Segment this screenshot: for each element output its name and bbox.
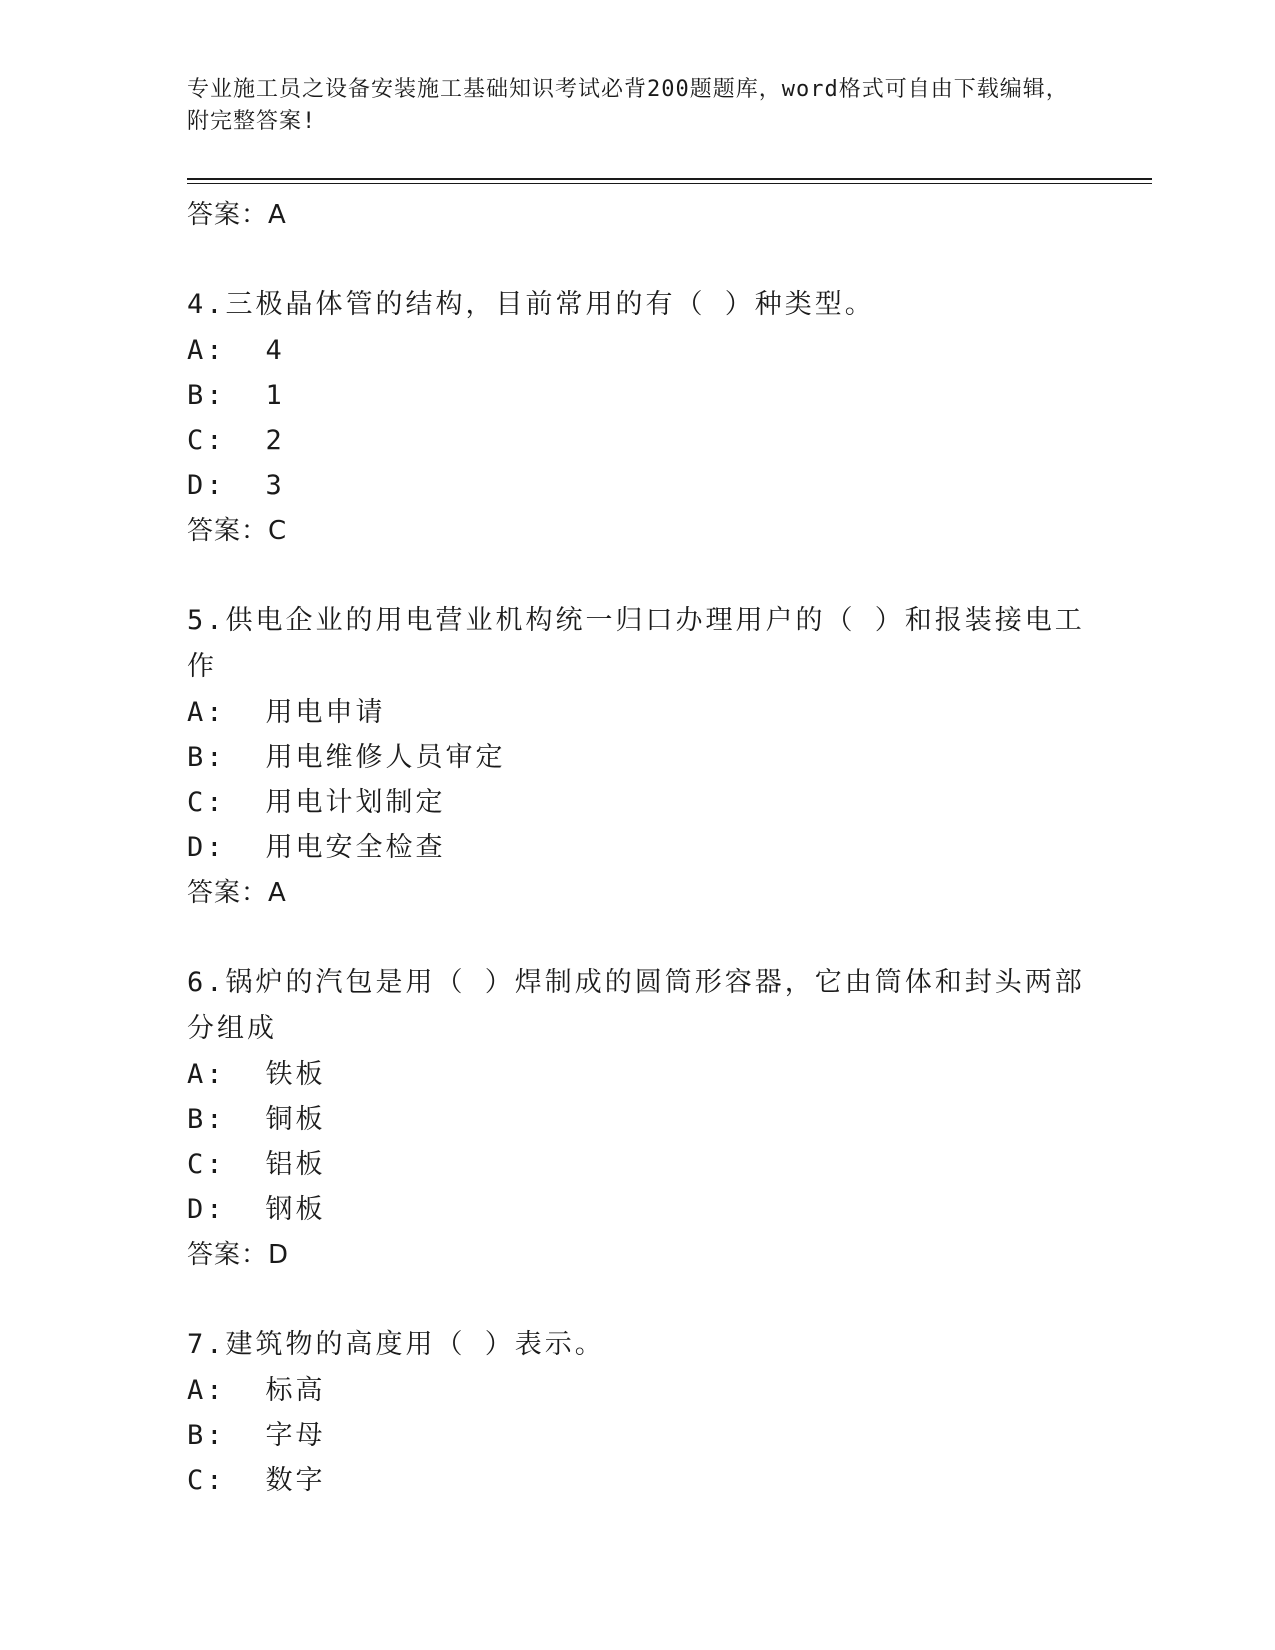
question-text — [187, 960, 1087, 1052]
document-body — [187, 192, 1087, 1503]
option-a — [187, 690, 1087, 735]
question-number: 7. — [187, 1329, 226, 1360]
question-block — [187, 282, 1087, 554]
option-letter: C: — [187, 1149, 226, 1180]
question-number: 5. — [187, 605, 226, 636]
option-text: 用电申请 — [265, 697, 386, 728]
option-text: 数字 — [265, 1465, 326, 1496]
question-text — [187, 1322, 1087, 1368]
option-letter: D: — [187, 832, 226, 863]
answer-prefix: 答案： — [187, 878, 269, 908]
question-number: 4. — [187, 289, 226, 320]
option-letter: B: — [187, 742, 226, 773]
option-text: 用电安全检查 — [265, 832, 446, 863]
option-b — [187, 1413, 1087, 1458]
option-text: 铜板 — [265, 1104, 326, 1135]
option-text: 铁板 — [265, 1059, 326, 1090]
question-stem: 供电企业的用电营业机构统一归口办理用户的（ ）和报装接电工作 — [187, 605, 1085, 682]
option-letter: A: — [187, 1059, 226, 1090]
option-c — [187, 1142, 1087, 1187]
option-letter: B: — [187, 380, 226, 411]
question-stem: 三极晶体管的结构，目前常用的有（ ）种类型。 — [225, 289, 875, 320]
question-block — [187, 1322, 1087, 1503]
question-number: 6. — [187, 967, 226, 998]
option-letter: A: — [187, 335, 226, 366]
option-d — [187, 463, 1087, 508]
answer-value: A — [268, 200, 287, 230]
option-letter: A: — [187, 1375, 226, 1406]
answer-prefix: 答案： — [187, 200, 269, 230]
option-text: 1 — [265, 380, 285, 411]
question-stem: 建筑物的高度用（ ）表示。 — [225, 1329, 605, 1360]
option-letter: C: — [187, 425, 226, 456]
option-letter: B: — [187, 1420, 226, 1451]
option-text: 用电维修人员审定 — [265, 742, 506, 773]
option-text: 字母 — [265, 1420, 326, 1451]
option-b — [187, 1097, 1087, 1142]
answer-line — [187, 508, 1087, 554]
question-block — [187, 960, 1087, 1278]
option-letter: D: — [187, 1194, 226, 1225]
option-letter: B: — [187, 1104, 226, 1135]
option-letter: C: — [187, 1465, 226, 1496]
header-rule — [187, 178, 1152, 180]
answer-value: D — [268, 1240, 290, 1270]
question-text — [187, 598, 1087, 690]
header-rule-thin — [187, 183, 1152, 184]
answer-prefix: 答案： — [187, 1240, 269, 1270]
option-b — [187, 373, 1087, 418]
option-b — [187, 735, 1087, 780]
option-a — [187, 1368, 1087, 1413]
option-c — [187, 418, 1087, 463]
option-d — [187, 1187, 1087, 1232]
answer-value: C — [268, 516, 288, 546]
option-c — [187, 1458, 1087, 1503]
option-letter: A: — [187, 697, 226, 728]
option-a — [187, 328, 1087, 373]
answer-line — [187, 1232, 1087, 1278]
option-text: 2 — [265, 425, 285, 456]
answer-value: A — [268, 878, 287, 908]
question-block — [187, 598, 1087, 916]
answer-line — [187, 870, 1087, 916]
option-text: 4 — [265, 335, 285, 366]
option-letter: C: — [187, 787, 226, 818]
option-text: 3 — [265, 470, 285, 501]
option-text: 标高 — [265, 1375, 326, 1406]
option-c — [187, 780, 1087, 825]
option-text: 用电计划制定 — [265, 787, 446, 818]
page-header: 专业施工员之设备安装施工基础知识考试必背200题题库，word格式可自由下载编辑，附完整答案! — [187, 77, 1069, 134]
answer-prefix: 答案： — [187, 516, 269, 546]
option-text: 铝板 — [265, 1149, 326, 1180]
question-text — [187, 282, 1087, 328]
option-text: 钢板 — [265, 1194, 326, 1225]
option-a — [187, 1052, 1087, 1097]
option-d — [187, 825, 1087, 870]
answer-line — [187, 192, 1087, 238]
option-letter: D: — [187, 470, 226, 501]
question-stem: 锅炉的汽包是用（ ）焊制成的圆筒形容器，它由筒体和封头两部分组成 — [187, 967, 1085, 1044]
